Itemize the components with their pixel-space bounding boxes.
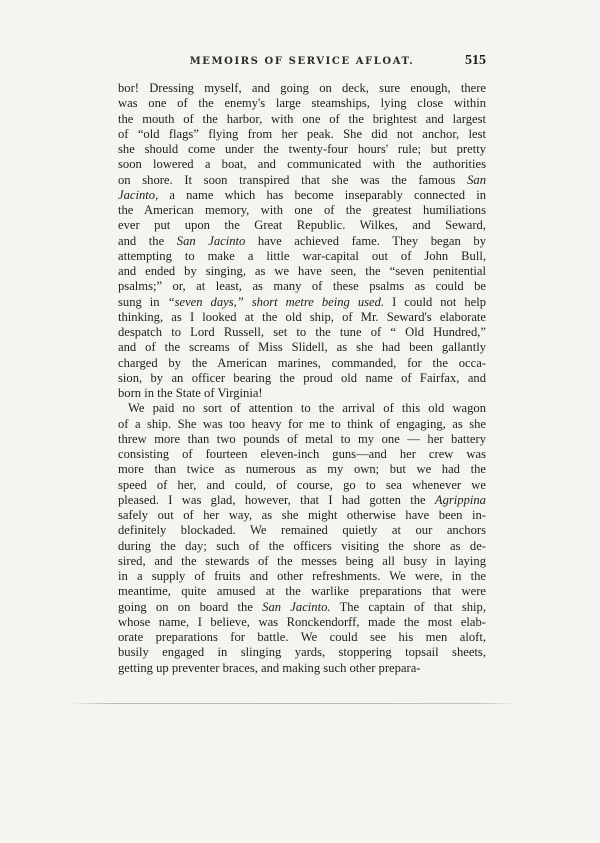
text-line: of “old flags” flying from her peak. She did not anchor, lest xyxy=(118,126,486,141)
text-line: and ended by singing, as we have seen, the “seven penitential xyxy=(118,264,486,278)
text-line: busily engaged in slinging yards, stoppering topsail sheets, xyxy=(118,645,486,660)
text-line: on shore. It soon transpired that she was the famous San xyxy=(118,172,486,187)
text-line: consisting of fourteen eleven-inch guns—and her crew was xyxy=(118,447,486,461)
text-line: the mouth of the harbor, with one of the brightest and largest xyxy=(118,111,486,126)
text-line: sung in “seven days,” short metre being used. I could not help xyxy=(118,294,486,309)
text-line: going on on board the San Jacinto. The captain of that ship, xyxy=(118,599,487,614)
text-line: safely out of her way, as she might otherwise have been in- xyxy=(118,508,486,522)
text-line: attempting to make a little war-capital out of John Bull, xyxy=(118,248,486,263)
text-line: definitely blockaded. We remained quietly at our anchors xyxy=(118,523,486,538)
text-line: born in the State of Virginia! xyxy=(118,386,263,400)
text-line: ever put upon the Great Republic. Wilkes, and Seward, xyxy=(118,218,486,233)
italic-ship-name: Agrippina xyxy=(434,492,486,507)
running-title: MEMOIRS OF SERVICE AFLOAT. xyxy=(189,56,415,67)
text-line: Jacinto, a name which has become inseparably connected in xyxy=(118,187,486,202)
text-line: charged by the American marines, commanded, for the occa- xyxy=(118,355,486,370)
body-text xyxy=(118,81,486,676)
text-line: orate preparations for battle. We could see his men aloft, xyxy=(118,630,486,644)
italic-ship-name: San Jacinto xyxy=(176,233,246,248)
text-line: speed of her, and could, of course, go to sea whenever we xyxy=(118,477,486,492)
text-line: despatch to Lord Russell, set to the tune of “ Old Hundred,” xyxy=(118,325,486,339)
text-line: meantime, quite amused at the warlike preparations that were xyxy=(118,584,486,599)
text-line: soon lowered a boat, and communicated with the authorities xyxy=(118,157,486,172)
running-head xyxy=(118,53,486,74)
text-line: of a ship. She was too heavy for me to think of engaging, as she xyxy=(118,416,486,431)
italic-phrase: “seven days,” short metre being used. xyxy=(167,294,385,309)
italic-ship-name: San xyxy=(467,172,486,187)
text-line: thinking, as I looked at the old ship, of Mr. Seward's elaborate xyxy=(118,309,486,324)
page-edge-line xyxy=(70,703,518,704)
text-line: was one of the enemy's large steamships, lying close within xyxy=(118,96,486,111)
text-line: she should come under the twenty-four hours' rule; but pretty xyxy=(118,142,486,156)
text-line: and the San Jacinto have achieved fame. They began by xyxy=(118,233,486,248)
text-line: bor! Dressing myself, and going on deck, sure enough, there xyxy=(118,81,486,95)
text-line: during the day; such of the officers visiting the shore as de- xyxy=(118,538,486,553)
text-line: more than twice as numerous as my own; but we had the xyxy=(118,462,486,477)
text-line: threw more than two pounds of metal to my one — her battery xyxy=(118,431,486,446)
italic-ship-name: Jacinto xyxy=(118,187,156,202)
text-line: We paid no sort of attention to the arrival of this old wagon xyxy=(128,401,486,416)
text-line: and of the screams of Miss Slidell, as she had been gallantly xyxy=(118,340,486,355)
text-line: sion, by an officer bearing the proud old name of Fairfax, and xyxy=(118,370,486,385)
text-line: whose name, I believe, was Ronckendorff, made the most elab- xyxy=(118,614,486,629)
text-line: pleased. I was glad, however, that I had gotten the Agrippina xyxy=(118,492,486,507)
text-line: the American memory, with one of the greatest humiliations xyxy=(118,203,486,217)
text-line: sired, and the stewards of the messes being all busy in laying xyxy=(118,553,486,568)
text-line: getting up preventer braces, and making such other prepara- xyxy=(118,660,421,675)
page-number: 515 xyxy=(465,53,486,68)
text-line: psalms;” or, at least, as many of these psalms as could be xyxy=(118,279,486,294)
italic-ship-name: San Jacinto. xyxy=(262,599,331,614)
text-line: in a supply of fruits and other refreshments. We were, in the xyxy=(118,569,486,583)
